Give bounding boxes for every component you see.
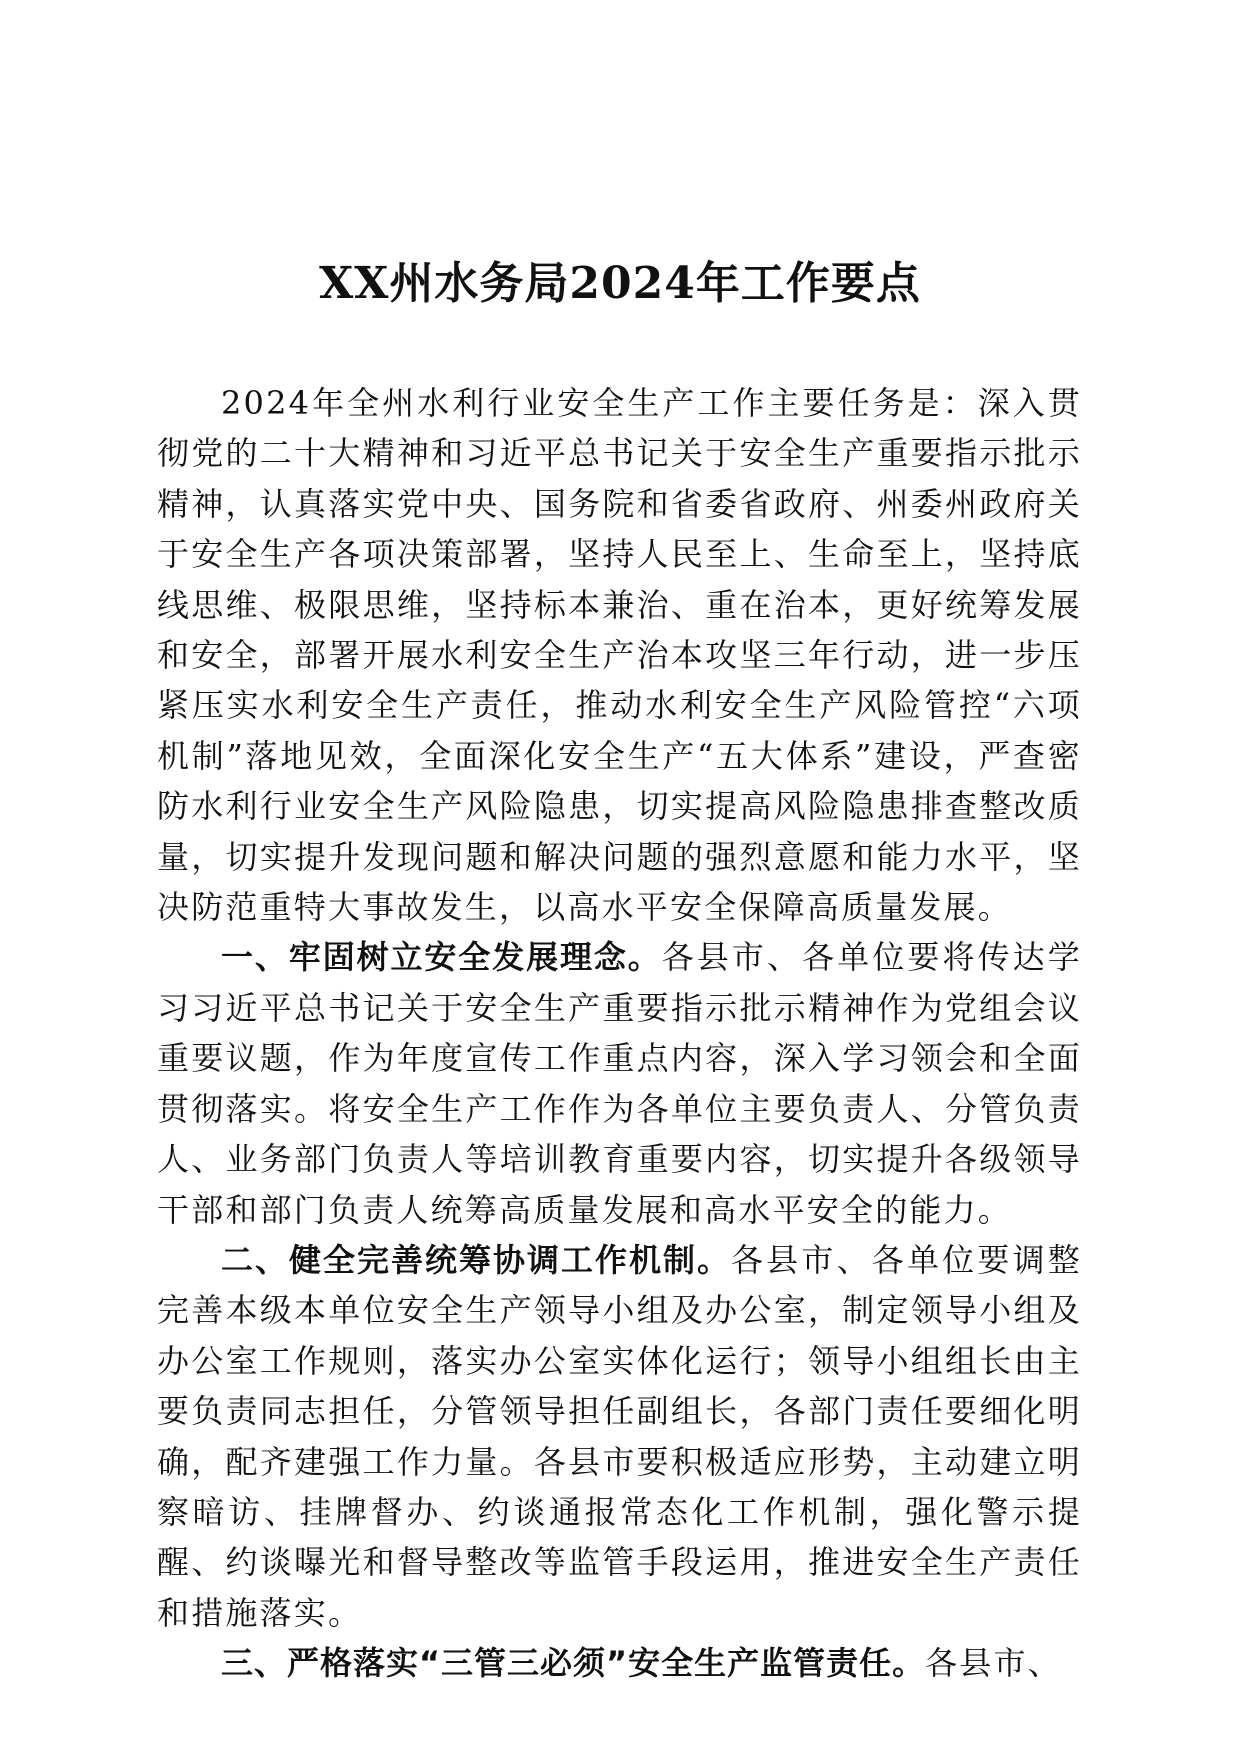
section-3-text: 各县市、 — [925, 1644, 1062, 1683]
section-2-heading: 二、健全完善统筹协调工作机制。 — [221, 1240, 731, 1279]
document-title: XX州水务局2024年工作要点 — [319, 258, 921, 309]
section-1-text: 各县市、各单位要将传达学习习近平总书记关于安全生产重要指示批示精神作为党组会议重要议题，作为年度宣传工作重点内容，深入学习领会和全面贯彻落实。将安全生产工作作为各单位主要负责人、分管负责人、业务部门负责人等培训教育重要内容，切实提升各级领导干部和部门负责人统筹高质量发展和高水平安全的能力。 — [157, 938, 1082, 1229]
section-1-heading: 一、牢固树立安全发展理念。 — [221, 938, 662, 977]
section-2-paragraph — [157, 1235, 1082, 1638]
section-1-paragraph — [157, 932, 1082, 1234]
document-body — [157, 378, 1082, 1689]
section-3-heading: 三、严格落实“三管三必须”安全生产监管责任。 — [221, 1644, 926, 1683]
intro-paragraph: 2024年全州水利行业安全生产工作主要任务是：深入贯彻党的二十大精神和习近平总书记关于安全生产重要指示批示精神，认真落实党中央、国务院和省委省政府、州委州政府关于安全生产各项决策部署，坚持人民至上、生命至上，坚持底线思维、极限思维，坚持标本兼治、重在治本，更好统筹发展和安全，部署开展水利安全生产治本攻坚三年行动，进一步压紧压实水利安全生产责任，推动水利安全生产风险管控“六项机制”落地见效，全面深化安全生产“五大体系”建设，严查密防水利行业安全生产风险隐患，切实提高风险隐患排查整改质量，切实提升发现问题和解决问题的强烈意愿和能力水平，坚决防范重特大事故发生，以高水平安全保障高质量发展。 — [157, 384, 1082, 927]
section-3-paragraph — [157, 1638, 1082, 1688]
section-2-text: 各县市、各单位要调整完善本级本单位安全生产领导小组及办公室，制定领导小组及办公室工作规则，落实办公室实体化运行；领导小组组长由主要负责同志担任，分管领导担任副组长，各部门责任要细化明确，配齐建强工作力量。各县市要积极适应形势，主动建立明察暗访、挂牌督办、约谈通报常态化工作机制，强化警示提醒、约谈曝光和督导整改等监管手段运用，推进安全生产责任和措施落实。 — [157, 1240, 1082, 1632]
